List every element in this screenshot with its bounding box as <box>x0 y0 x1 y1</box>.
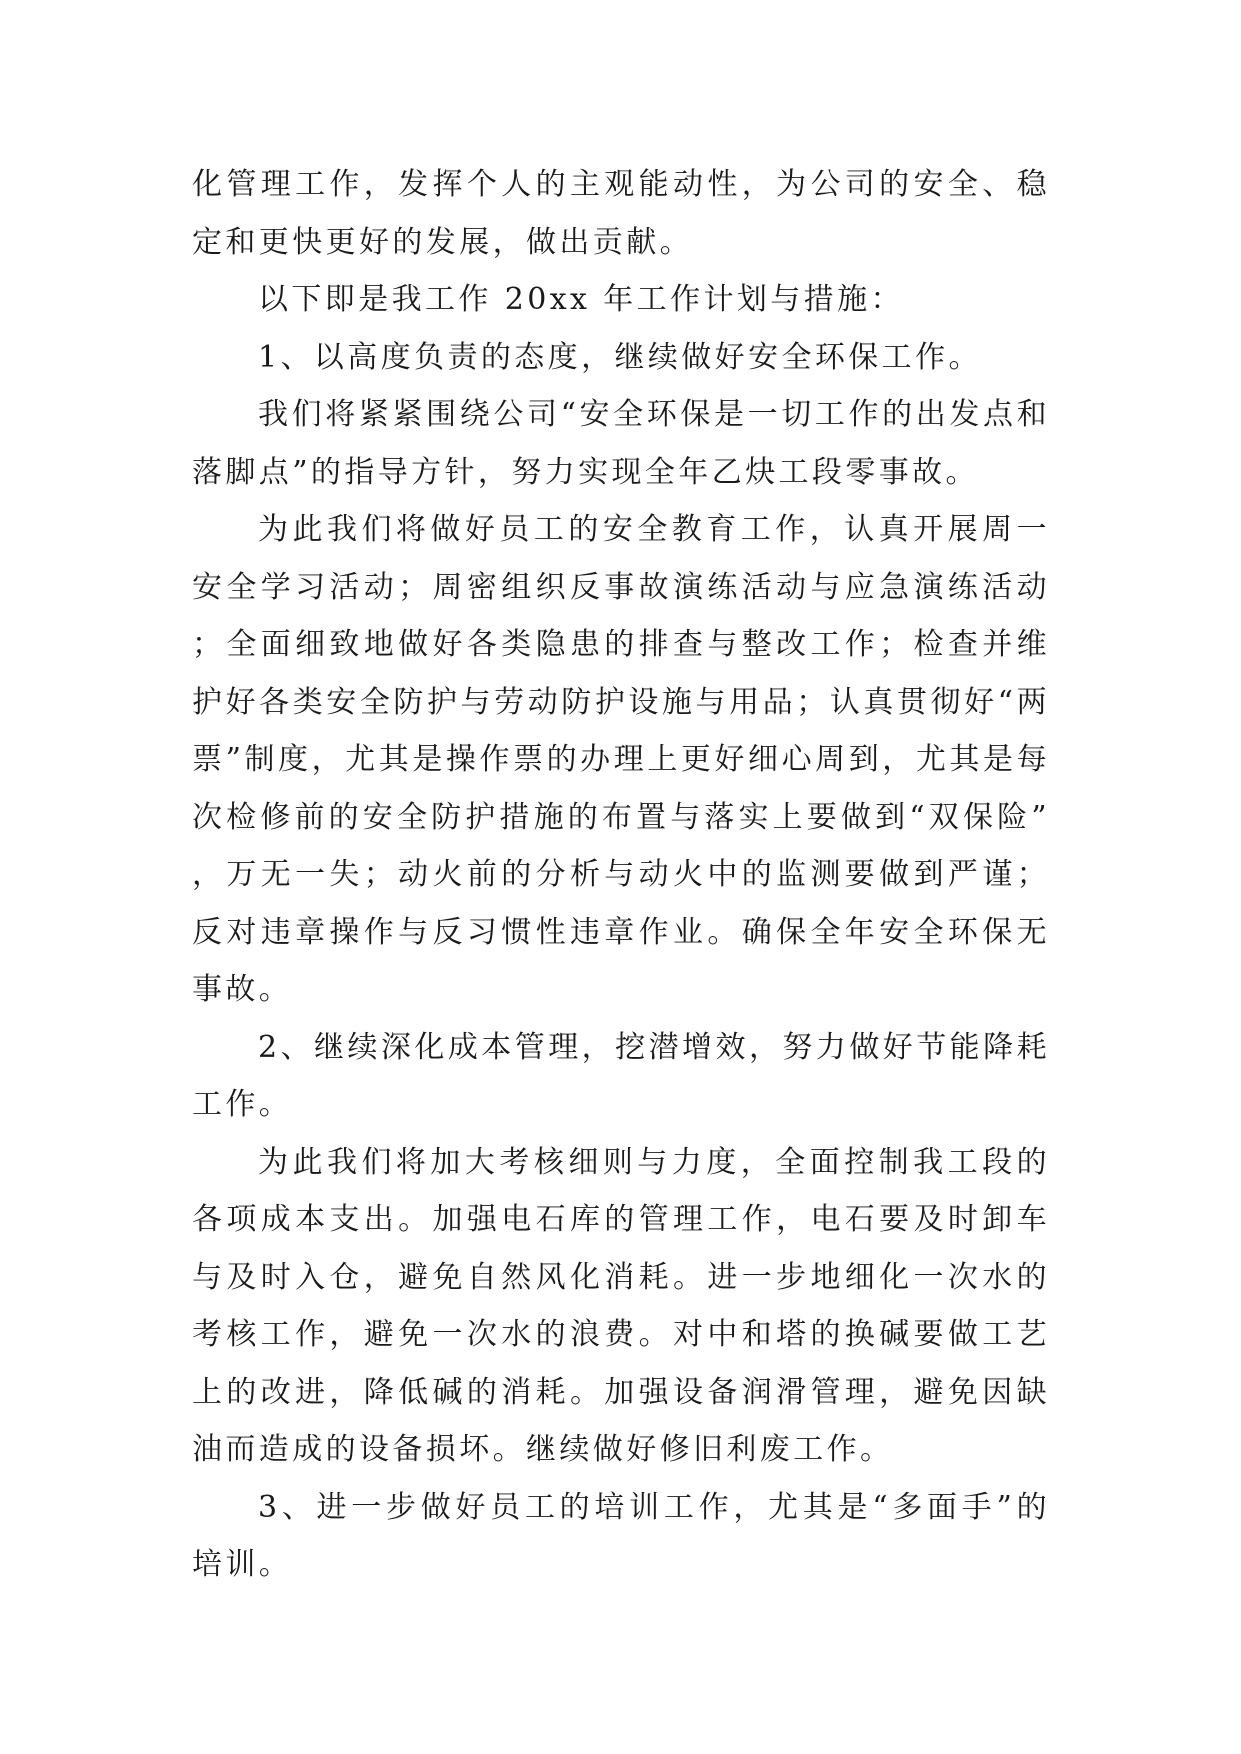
document-body <box>192 156 1050 1594</box>
paragraph-plan-intro: 以下即是我工作 20xx 年工作计划与措施： <box>258 282 904 317</box>
paragraph-item-3-heading: 3、进一步做好员工的培训工作，尤其是“多面手”的培训。 <box>192 1489 1050 1582</box>
paragraph-item-1-goal: 我们将紧紧围绕公司“安全环保是一切工作的出发点和落脚点”的指导方针，努力实现全年乙炔工段零事故。 <box>192 397 1050 490</box>
paragraph-item-1-measures: 为此我们将做好员工的安全教育工作，认真开展周一安全学习活动；周密组织反事故演练活动与应急演练活动；全面细致地做好各类隐患的排查与整改工作；检查并维护好各类安全防护与劳动防护设施与用品；认真贯彻好“两票”制度，尤其是操作票的办理上更好细心周到，尤其是每次检修前的安全防护措施的布置与落实上要做到“双保险”，万无一失；动火前的分析与动火中的监测要做到严谨；反对违章操作与反习惯性违章作业。确保全年安全环保无事故。 <box>192 512 1050 1007</box>
paragraph-item-2-measures: 为此我们将加大考核细则与力度，全面控制我工段的各项成本支出。加强电石库的管理工作，电石要及时卸车与及时入仓，避免自然风化消耗。进一步地细化一次水的考核工作，避免一次水的浪费。对中和塔的换碱要做工艺上的改进，降低碱的消耗。加强设备润滑管理，避免因缺油而造成的设备损坏。继续做好修旧利废工作。 <box>192 1144 1050 1467</box>
paragraph-continuation: 化管理工作，发挥个人的主观能动性，为公司的安全、稳定和更快更好的发展，做出贡献。 <box>192 167 1050 260</box>
paragraph-item-1-heading: 1、以高度负责的态度，继续做好安全环保工作。 <box>258 339 982 375</box>
paragraph-item-2-heading: 2、继续深化成本管理，挖潜增效，努力做好节能降耗工作。 <box>192 1029 1050 1122</box>
